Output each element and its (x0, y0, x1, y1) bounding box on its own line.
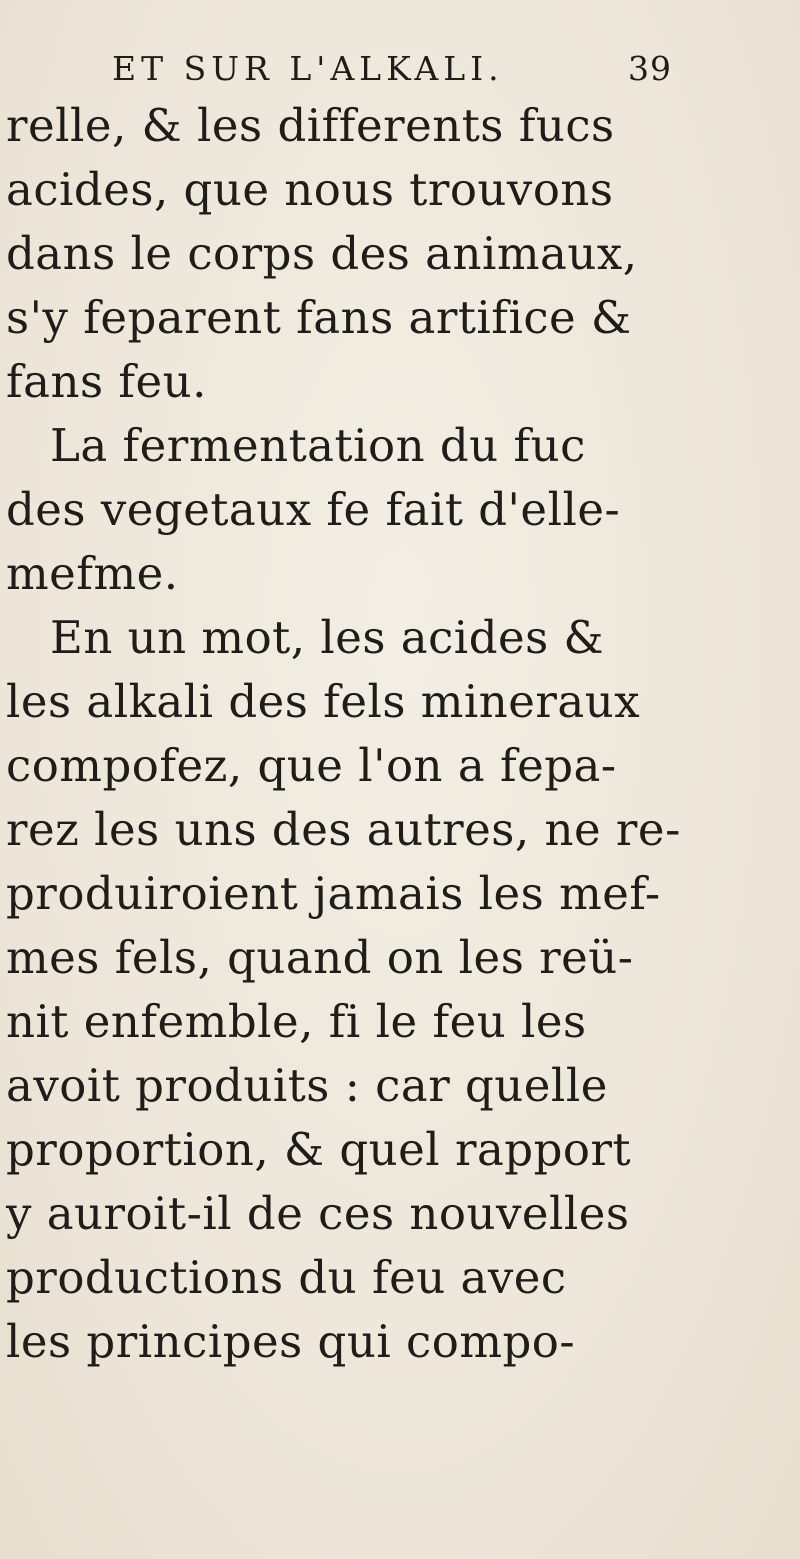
text-line: compofez, que l'on a fepa- (6, 739, 617, 792)
running-head: ET SUR L'ALKALI. (112, 49, 504, 88)
text-line: productions du feu avec (6, 1251, 567, 1304)
page-number: 39 (628, 49, 672, 88)
text-line: nit enfemble, fi le feu les (6, 995, 587, 1048)
text-line: avoit produits : car quelle (6, 1059, 608, 1112)
text-line: En un mot, les acides & (50, 611, 605, 664)
text-line: s'y feparent fans artifice & (6, 291, 632, 344)
text-line: des vegetaux fe fait d'elle- (6, 483, 621, 536)
text-line: mefme. (6, 547, 179, 600)
text-line: proportion, & quel rapport (6, 1123, 632, 1176)
text-line: rez les uns des autres, ne re- (6, 803, 681, 856)
text-line: La fermentation du fuc (50, 419, 586, 472)
text-line: y auroit-il de ces nouvelles (6, 1187, 630, 1240)
text-line: mes fels, quand on les reü- (6, 931, 634, 984)
text-line: les principes qui compo- (6, 1315, 576, 1368)
text-line: fans feu. (6, 355, 207, 408)
page-header (112, 44, 672, 94)
text-line: les alkali des fels mineraux (6, 675, 641, 728)
text-line: dans le corps des animaux, (6, 227, 638, 280)
text-line: produiroient jamais les mef- (6, 867, 661, 920)
text-line: relle, & les differents fucs (6, 99, 615, 152)
text-line: acides, que nous trouvons (6, 163, 614, 216)
